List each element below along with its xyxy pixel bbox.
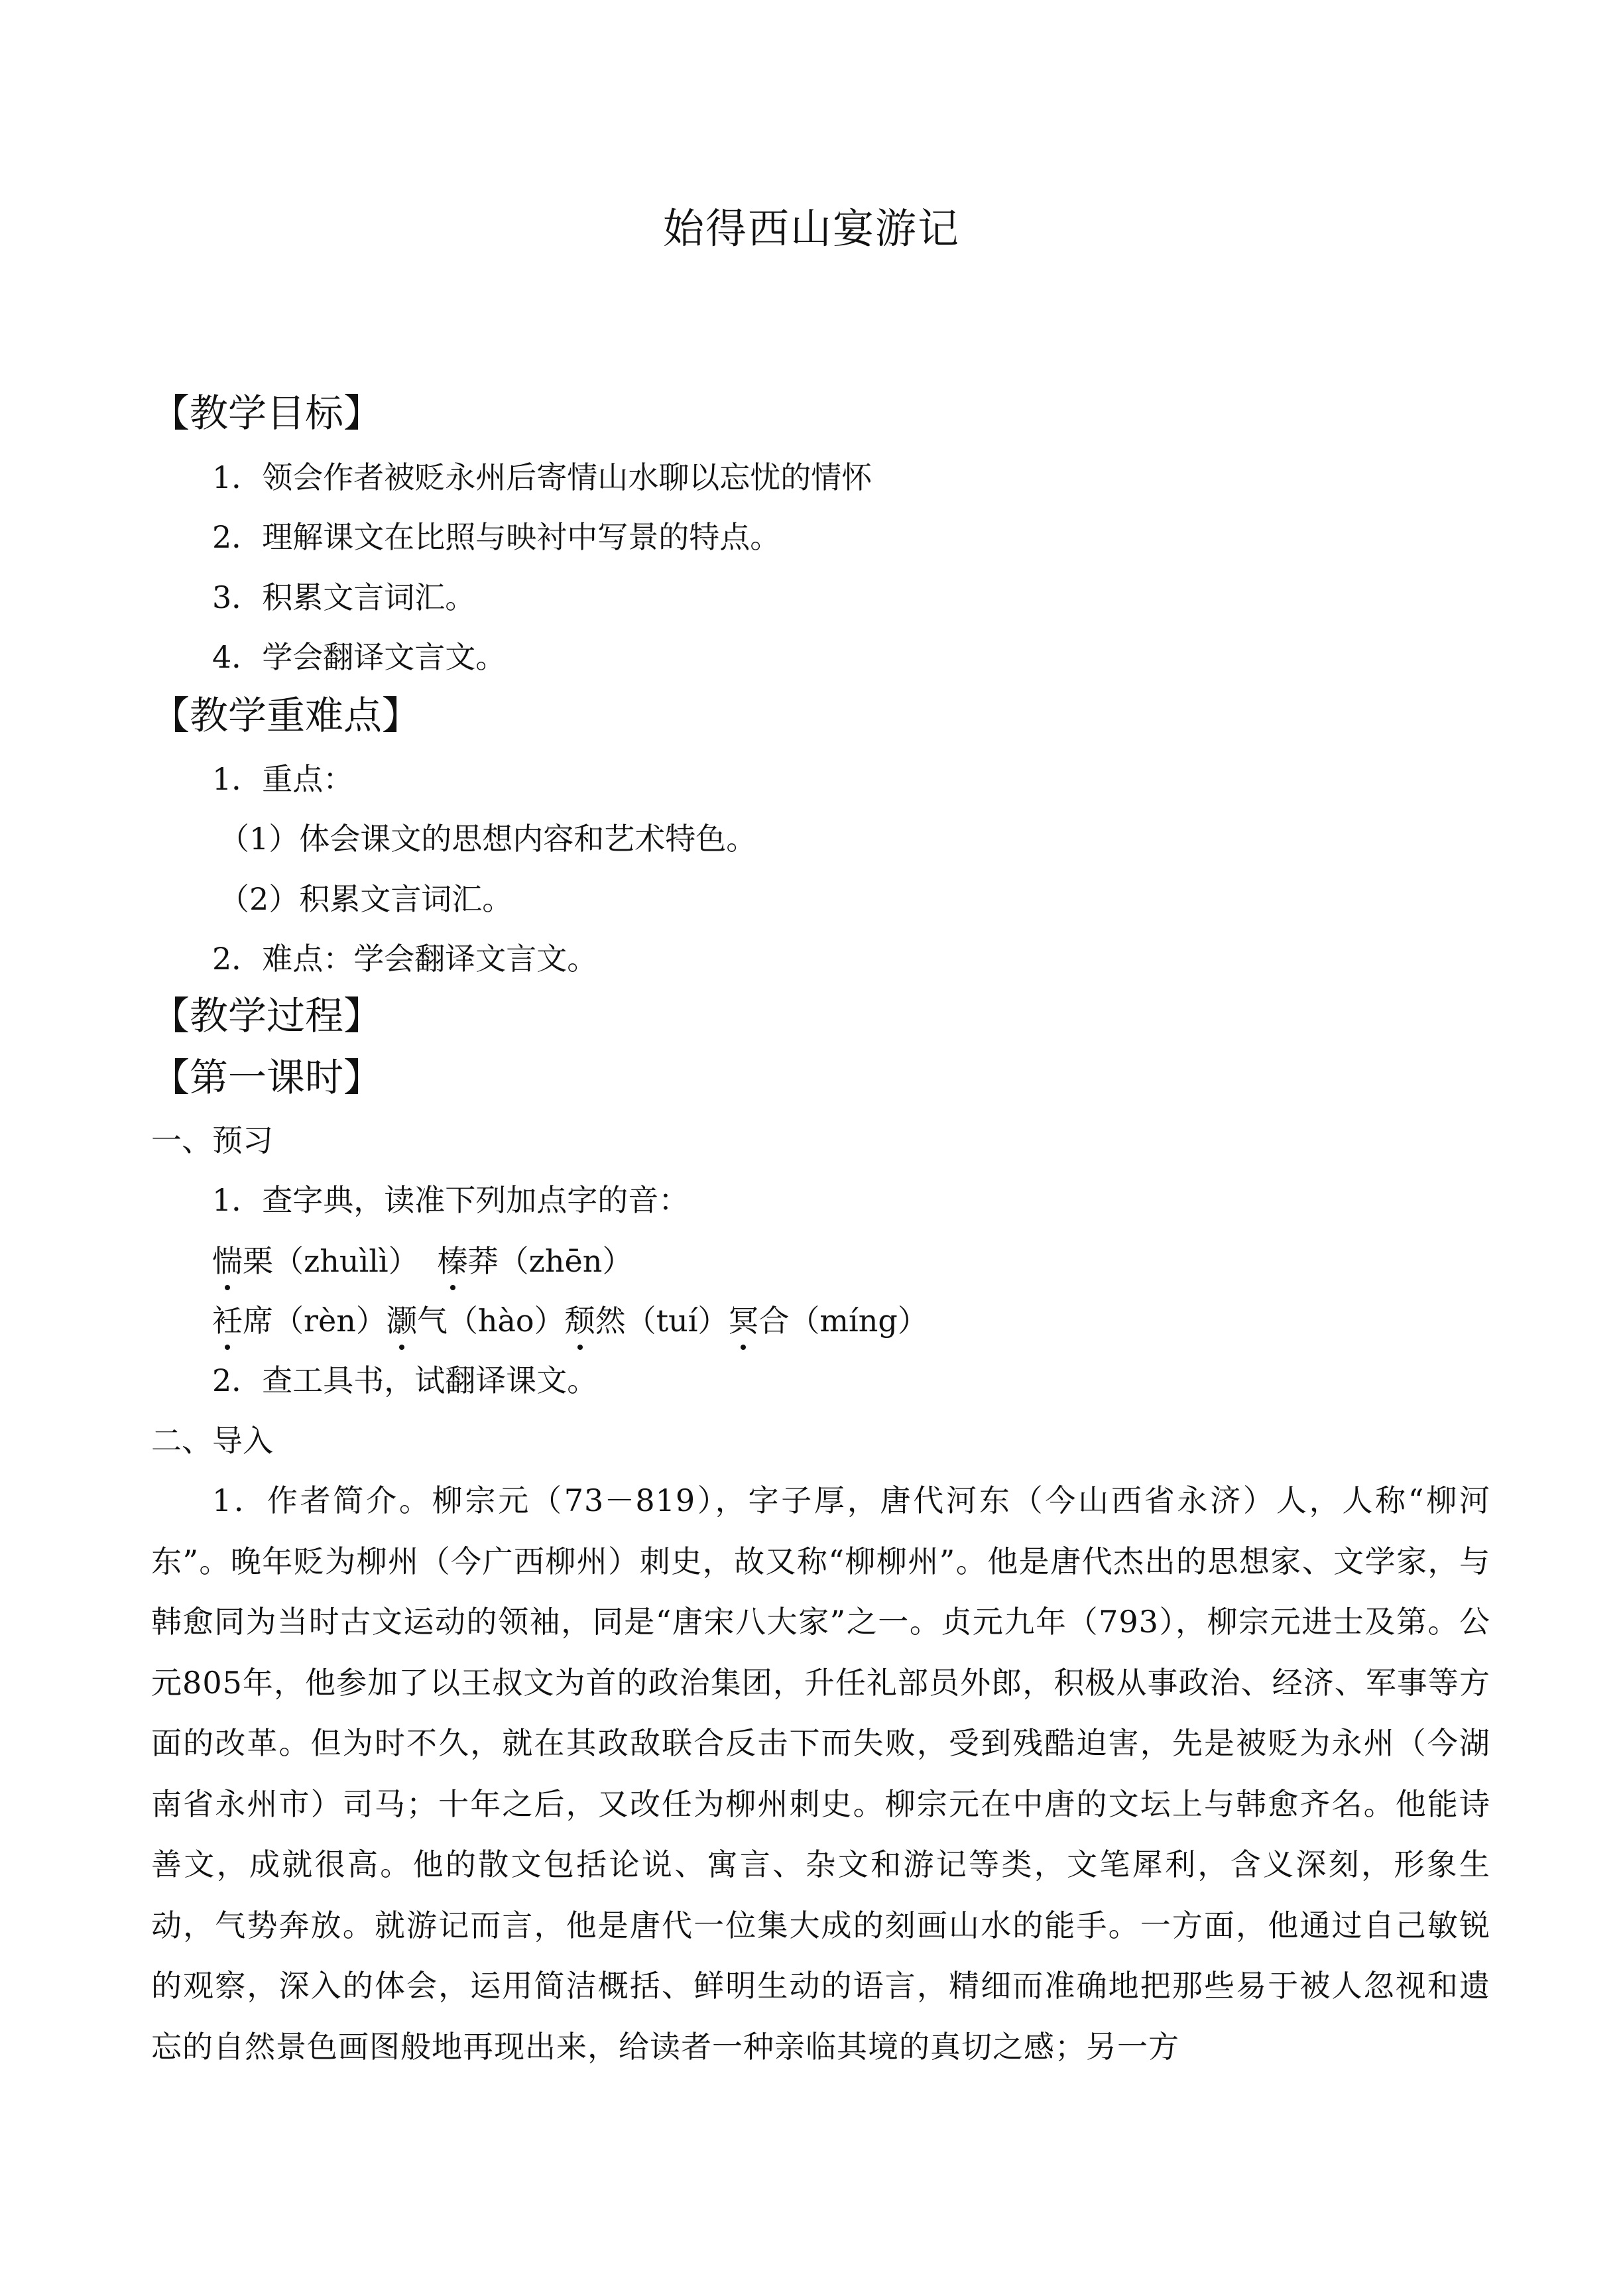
pronunciation-entry: 栗（zhuìlì） xyxy=(243,1243,419,1279)
dotted-char: 灏 xyxy=(387,1301,417,1341)
key-point-1: 1．重点： xyxy=(212,761,354,797)
process-heading: 【教学过程】 xyxy=(151,993,383,1038)
document-title: 始得西山宴游记 xyxy=(662,204,960,253)
pronunciation-entry: 莽（zhēn） xyxy=(467,1243,633,1279)
goal-item-2: 2．理解课文在比照与映衬中写景的特点。 xyxy=(212,519,781,555)
preview-heading: 一、预习 xyxy=(151,1122,273,1158)
pronunciation-line-2 xyxy=(212,1301,928,1341)
dotted-char: 冥 xyxy=(728,1301,758,1341)
pronunciation-entry: 席（rèn） xyxy=(243,1303,387,1339)
pronunciation-entry: 然（tuí） xyxy=(595,1303,729,1339)
goal-item-3: 3．积累文言词汇。 xyxy=(212,579,476,615)
dotted-char: 颓 xyxy=(565,1301,595,1341)
goal-item-4: 4．学会翻译文言文。 xyxy=(212,639,507,675)
preview-item-1: 1．查字典，读准下列加点字的音： xyxy=(212,1182,690,1218)
pronunciation-line-1 xyxy=(212,1241,632,1281)
pronunciation-entry: 气（hào） xyxy=(416,1303,565,1339)
key-point-1b: （2）积累文言词汇。 xyxy=(219,881,513,917)
key-point-1a: （1）体会课文的思想内容和艺术特色。 xyxy=(219,821,757,857)
lesson-heading: 【第一课时】 xyxy=(151,1055,383,1100)
key-point-2: 2．难点：学会翻译文言文。 xyxy=(212,941,598,977)
preview-item-2: 2．查工具书，试翻译课文。 xyxy=(212,1362,598,1398)
intro-heading: 二、导入 xyxy=(151,1423,273,1459)
pronunciation-entry: 合（míng） xyxy=(758,1303,928,1339)
key-points-heading: 【教学重难点】 xyxy=(151,693,421,738)
dotted-char: 衽 xyxy=(212,1301,243,1341)
goal-item-1: 1．领会作者被贬永州后寄情山水聊以忘忧的情怀 xyxy=(212,459,872,495)
dotted-char: 榛 xyxy=(438,1241,468,1281)
goals-heading: 【教学目标】 xyxy=(151,391,383,436)
dotted-char: 惴 xyxy=(212,1241,243,1281)
author-intro-paragraph: 1．作者简介。柳宗元（73－819），字子厚，唐代河东（今山西省永济）人，人称“柳河东”。晚年贬为柳州（今广西柳州）刺史，故又称“柳柳州”。他是唐代杰出的思想家、文学家，与韩愈同为当时古文运动的领袖，同是“唐宋八大家”之一。贞元九年（793），柳宗元进士及第。公元805年，他参加了以王叔文为首的政治集团，升任礼部员外郎，积极从事政治、经济、军事等方面的改革。但为时不久，就在其政敌联合反击下而失败，受到残酷迫害，先是被贬为永州（今湖南省永州市）司马；十年之后，又改任为柳州刺史。柳宗元在中唐的文坛上与韩愈齐名。他能诗善文，成就很高。他的散文包括论说、寓言、杂文和游记等类，文笔犀利，含义深刻，形象生动，气势奔放。就游记而言，他是唐代一位集大成的刻画山水的能手。一方面，他通过自己敏锐的观察，深入的体会，运用简洁概括、鲜明生动的语言，精细而准确地把那些易于被人忽视和遗忘的自然景色画图般地再现出来，给读者一种亲临其境的真切之感；另一方 xyxy=(151,1482,1490,2065)
